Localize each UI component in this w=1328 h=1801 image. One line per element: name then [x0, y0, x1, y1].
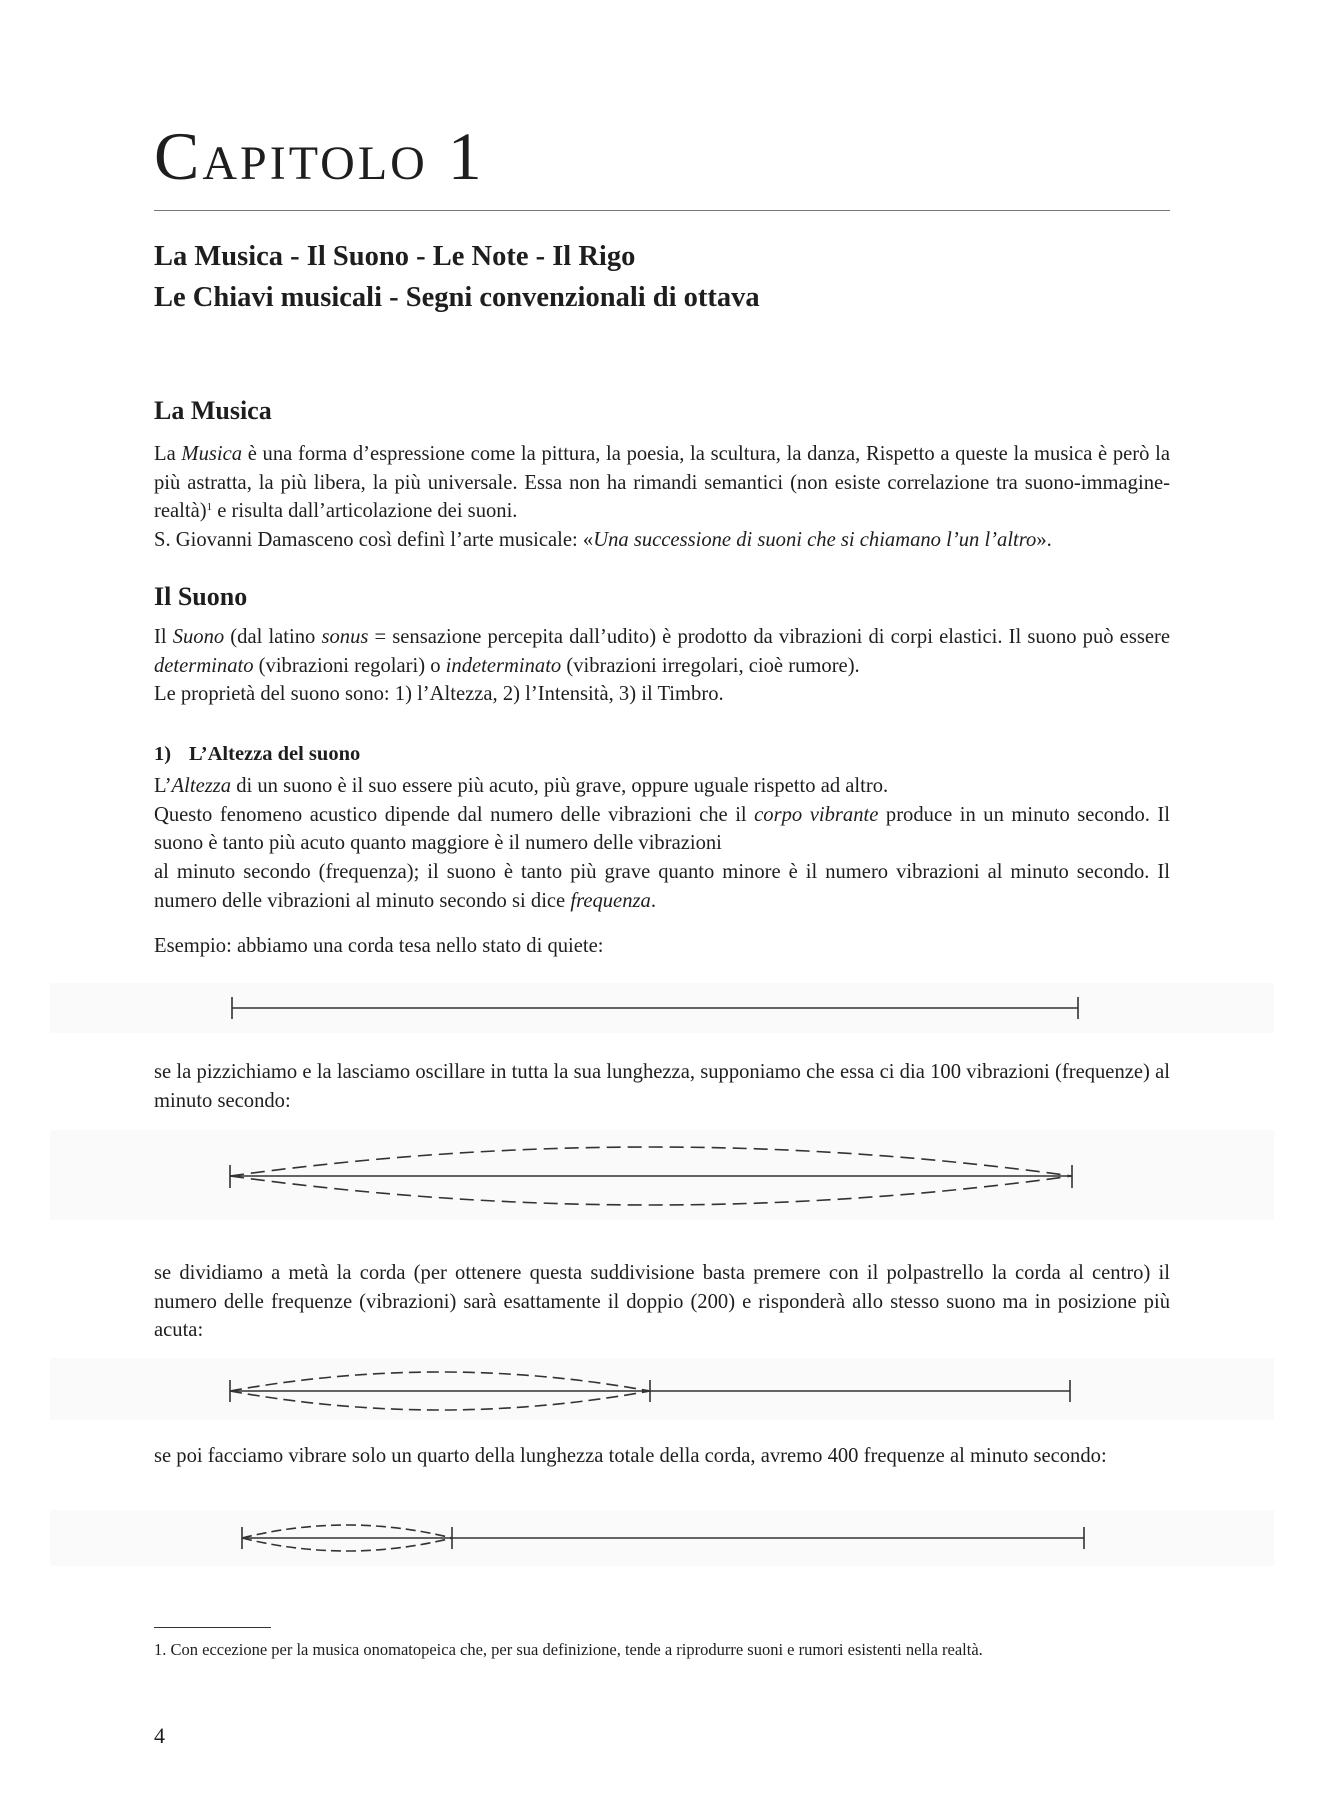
- musica-paragraph-2: [154, 526, 1170, 555]
- text-run: di un suono è il suo essere più acuto, più grave, oppure uguale rispetto ad altro.: [231, 775, 889, 797]
- string-at-rest-drawing: [50, 983, 1274, 1033]
- text-run: L’: [154, 775, 172, 797]
- text-run-italic: indeterminato: [445, 654, 562, 677]
- text-run: Il: [154, 626, 173, 648]
- text-run-italic: corpo vibrante: [754, 803, 879, 826]
- text-run-italic: Altezza: [171, 775, 232, 797]
- page-number: 4: [154, 1723, 165, 1748]
- suono-paragraph-2: Le proprietà del suono sono: 1) l’Altezza, 2) l’Intensità, 3) il Timbro.: [154, 683, 724, 706]
- text-run: La: [154, 443, 182, 465]
- musica-text: [154, 440, 1170, 555]
- text-run: S. Giovanni Damasceno così definì l’arte musicale: «: [154, 529, 594, 552]
- text-run-italic: frequenza: [570, 889, 651, 912]
- altezza-text: [154, 772, 1170, 916]
- altezza-paragraph-1: [154, 772, 1170, 801]
- footnote-ref: 1: [206, 501, 213, 514]
- suono-text: [154, 623, 1170, 709]
- text-400-vibrations: se poi facciamo vibrare solo un quarto della lunghezza totale della corda, avremo 400 frequenze al minuto secondo:: [154, 1445, 1107, 1467]
- full-vibration-drawing: [50, 1130, 1274, 1220]
- heading-altezza: [154, 744, 360, 765]
- figure-string-at-rest: [50, 983, 1274, 1033]
- text-200-block: [154, 1259, 1170, 1345]
- text-run: (vibrazioni irregolari, cioè rumore).: [561, 654, 860, 677]
- subsection-number: 1): [154, 743, 172, 765]
- text-100-block: [154, 1058, 1170, 1115]
- text-run: Questo fenomeno acustico dipende dal numero delle vibrazioni che il: [154, 803, 755, 826]
- chapter-subtitle: [154, 236, 760, 318]
- footnote: 1. Con eccezione per la musica onomatopeica che, per sua definizione, tende a riprodurre suoni e rumori esistenti nella realtà.: [154, 1640, 983, 1659]
- altezza-paragraph-3: [154, 858, 1170, 915]
- text-run: è una forma d’espressione come la pittura, la poesia, la scultura, la danza, Rispetto a queste la musica è però la più astratta, la più libera, la più universale. Essa non ha rimandi semantici (non esiste correlazione tra suono-immagine-realtà): [154, 443, 1171, 523]
- text-run: .: [650, 889, 656, 912]
- text-200-vibrations: se dividiamo a metà la corda (per ottenere questa suddivisione basta premere con il polpastrello la corda al centro) il numero delle frequenze (vibrazioni) sarà esattamente il doppio (200) e risponderà allo stesso suono ma in posizione più acuta:: [154, 1262, 1170, 1342]
- half-vibration-drawing: [50, 1358, 1274, 1420]
- text-run: produce in un minuto secondo. Il suono è tanto più acuto quanto maggiore è il numero delle vibrazioni: [154, 803, 1171, 855]
- subtitle-line-1: La Musica - Il Suono - Le Note - Il Rigo: [154, 241, 636, 272]
- text-run: (dal latino: [224, 626, 322, 648]
- text-run: (vibrazioni regolari) o: [253, 654, 446, 677]
- text-100-vibrations: se la pizzichiamo e la lasciamo oscillare in tutta la sua lunghezza, supponiamo che essa ci dia 100 vibrazioni (frequenze) al minuto secondo:: [154, 1061, 1170, 1112]
- example-text-block: [154, 932, 1170, 961]
- text-run-italic: determinato: [154, 654, 254, 677]
- altezza-paragraph-2: [154, 801, 1170, 858]
- text-run-italic: Suono: [172, 626, 225, 648]
- chapter-title: Capitolo 1: [154, 118, 485, 194]
- text-400-block: [154, 1442, 1170, 1471]
- subtitle-line-2: Le Chiavi musicali - Segni convenzionali di ottava: [154, 282, 760, 313]
- text-run-italic: sonus: [321, 626, 369, 648]
- text-run: e risulta dall’articolazione dei suoni.: [212, 500, 518, 523]
- subsection-title: L’Altezza del suono: [189, 743, 361, 765]
- quarter-vibration-drawing: [50, 1510, 1274, 1566]
- figure-full-vibration: [50, 1130, 1274, 1220]
- title-rule: [154, 210, 1170, 211]
- text-run: = sensazione percepita dall’udito) è prodotto da vibrazioni di corpi elastici. Il suono può essere: [368, 626, 1170, 648]
- text-run: al minuto secondo (frequenza); il suono è tanto più grave quanto minore è il numero vibrazioni al minuto secondo. Il numero delle vibrazioni al minuto secondo si dice: [154, 861, 1170, 912]
- heading-il-suono: Il Suono: [154, 582, 248, 611]
- suono-paragraph-1: [154, 623, 1170, 680]
- example-intro: Esempio: abbiamo una corda tesa nello stato di quiete:: [154, 935, 604, 957]
- text-run: ».: [1036, 529, 1052, 552]
- heading-la-musica: La Musica: [154, 396, 272, 425]
- text-run-italic: Musica: [181, 443, 243, 465]
- musica-paragraph-1: [154, 440, 1170, 526]
- text-run-italic: Una successione di suoni che si chiamano l’un l’altro: [593, 529, 1037, 552]
- footnote-rule: [154, 1627, 271, 1628]
- figure-quarter-vibration: [50, 1510, 1274, 1566]
- figure-half-vibration: [50, 1358, 1274, 1420]
